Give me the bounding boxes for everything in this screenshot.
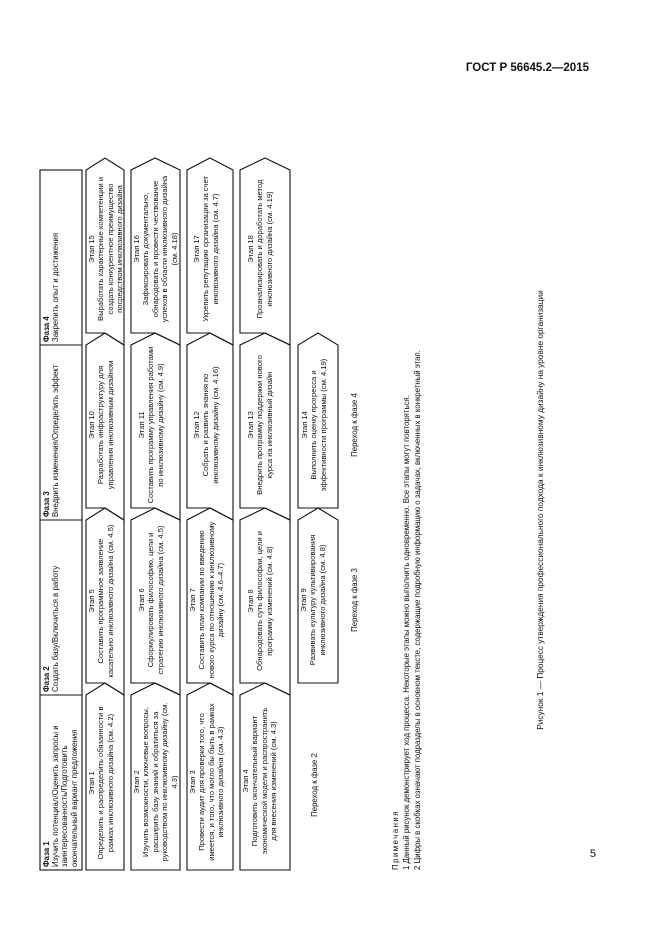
- phase-1-header: [42, 697, 79, 867]
- stage-text: Определить и распределить обязанности в рамках инклюзивного дизайна (см. 4.2): [96, 706, 115, 860]
- notes-heading: Примечания: [391, 809, 400, 870]
- stage-9: [299, 525, 327, 675]
- stage-15: [87, 168, 125, 330]
- stage-text: Проанализировать и доработать метод инклюзивного дизайна (см. 4.19): [255, 179, 274, 319]
- note-1: 1 Данный рисунок демонстрирует ход процесса. Некоторые этапы можно выполнить одновременно. Все этапы могут повторяться.: [402, 395, 411, 870]
- stage-text: Зафиксировать документально, обнародовать и провести чествование успехов в области инклюзивного дизайна (см. 4.18): [141, 175, 179, 323]
- stage-12: [192, 348, 220, 502]
- stage-14: [300, 350, 328, 500]
- stage-number: Этап 4: [241, 769, 250, 793]
- stage-number: Этап 12: [192, 411, 201, 439]
- stage-number: Этап 10: [87, 411, 96, 439]
- stage-number: Этап 16: [132, 235, 141, 263]
- stage-text: Подготовить окончательный вариант экономической модели и распространить для внесения изменений (см. 4.3): [250, 707, 279, 855]
- phase-2-header: [42, 522, 60, 692]
- phase-4-header: [42, 172, 60, 342]
- stage-text: Укрепить репутацию организации за счет инклюзивного дизайна (см. 4.7): [201, 176, 220, 322]
- stage-text: Собрать и развить знания по инклюзивному дизайну (см. 4.16): [201, 366, 220, 484]
- stage-number: Этап 5: [87, 589, 96, 613]
- stage-text: Изучить возможности, ключевые вопросы, расширить базу знаний и обратиться за руководством по инклюзивному дизайну (см. 4.3): [141, 702, 179, 862]
- stage-3: [188, 698, 226, 866]
- phase-description: Изучить потенциал/Оценить запросы и заинтересованность/Подготовить окончательный вариант предложения: [51, 725, 79, 867]
- stage-text: Разработать инфраструктуру для управления инклюзивным дизайном: [96, 360, 115, 490]
- stage-8: [246, 522, 274, 680]
- figure-caption: Рисунок 1 — Процесс утверждения профессионального подхода к инклюзивному дизайну на уровне организации: [535, 290, 545, 730]
- stage-6: [137, 520, 165, 680]
- stage-number: Этап 9: [299, 588, 308, 612]
- stage-number: Этап 14: [300, 411, 309, 439]
- stage-16: [132, 168, 179, 330]
- stage-number: Этап 18: [246, 235, 255, 263]
- stage-number: Этап 1: [87, 771, 96, 795]
- stage-2: [132, 698, 179, 866]
- stage-4: [241, 706, 279, 856]
- page-number: 5: [589, 848, 596, 860]
- stage-text: Составить программу управления работами по инклюзивному дизайну (см. 4.9): [146, 346, 165, 504]
- stage-10: [87, 350, 115, 500]
- notes-block: [390, 150, 423, 870]
- stage-text: Внедрить программу поддержки нового курса на инклюзивный дизайн: [255, 355, 274, 495]
- stage-5: [87, 522, 115, 680]
- phase-title: Фаза 3: [42, 491, 51, 517]
- stage-text: Составить план компании по введению нового курса по отношению к инклюзивному дизайну (см. 4.6–4.7): [197, 521, 226, 679]
- transition-to-phase-3: Переход к фазе 3: [350, 568, 359, 632]
- stage-7: [188, 520, 226, 680]
- stage-number: Этап 11: [137, 411, 146, 439]
- stage-number: Этап 15: [87, 235, 96, 263]
- stage-text: Провести аудит для проверки того, что имеется, и того, что могло бы быть в рамках инклюзивного дизайна (см. 4.3): [197, 703, 226, 861]
- phase-description: Внедрить изменения/Определить эффект: [51, 364, 61, 517]
- phase-title: Фаза 1: [42, 841, 51, 867]
- document-header: ГОСТ Р 56645.2—2015: [465, 62, 589, 74]
- stage-number: Этап 17: [192, 235, 201, 263]
- phase-description: Создать базу/Включиться в работу: [51, 565, 61, 692]
- stage-number: Этап 8: [246, 589, 255, 613]
- stage-text: Выполнить оценку прогресса и эффективности программы (см. 4.19): [309, 358, 328, 492]
- rotated-figure-page: [20, 140, 600, 880]
- phase-description: Закрепить опыт и достижения: [51, 232, 61, 342]
- stage-11: [137, 346, 165, 504]
- stage-1: [87, 700, 115, 866]
- stage-13: [246, 348, 274, 502]
- stage-number: Этап 7: [188, 588, 197, 612]
- stage-text: Обнародовать суть философии, цели и программу изменений (см. 4.8): [255, 531, 274, 671]
- transition-to-phase-4: Переход к фазе 4: [350, 393, 359, 457]
- phase-title: Фаза 4: [42, 316, 51, 342]
- phase-title: Фаза 2: [42, 666, 51, 692]
- stage-18: [246, 170, 274, 328]
- stage-17: [192, 170, 220, 328]
- stage-text: Сформулировать философию, цели и стратегию инклюзивного дизайна (см. 4.5): [146, 525, 165, 675]
- stage-number: Этап 13: [246, 411, 255, 439]
- stage-number: Этап 6: [137, 588, 146, 612]
- stage-number: Этап 3: [188, 770, 197, 794]
- stage-number: Этап 2: [132, 770, 141, 794]
- stage-text: Развивать культуру культивирования инклюзивного дизайна (см. 4.8): [308, 534, 327, 666]
- stage-text: Составить программное заявление касательно инклюзивного дизайна (см. 4.5): [96, 524, 115, 678]
- note-2: 2 Цифры в скобках означают подразделы в основном тексте, содержащие подробную информацию о задачах, включенных в конкретный этап.: [413, 350, 422, 870]
- phase-3-header: [42, 347, 60, 517]
- transition-to-phase-2: Переход к фазе 2: [310, 753, 319, 817]
- stage-text: Выработать характерные компетенции и создать конкурентное преимущество посредством инклюзивного дизайна: [96, 177, 125, 321]
